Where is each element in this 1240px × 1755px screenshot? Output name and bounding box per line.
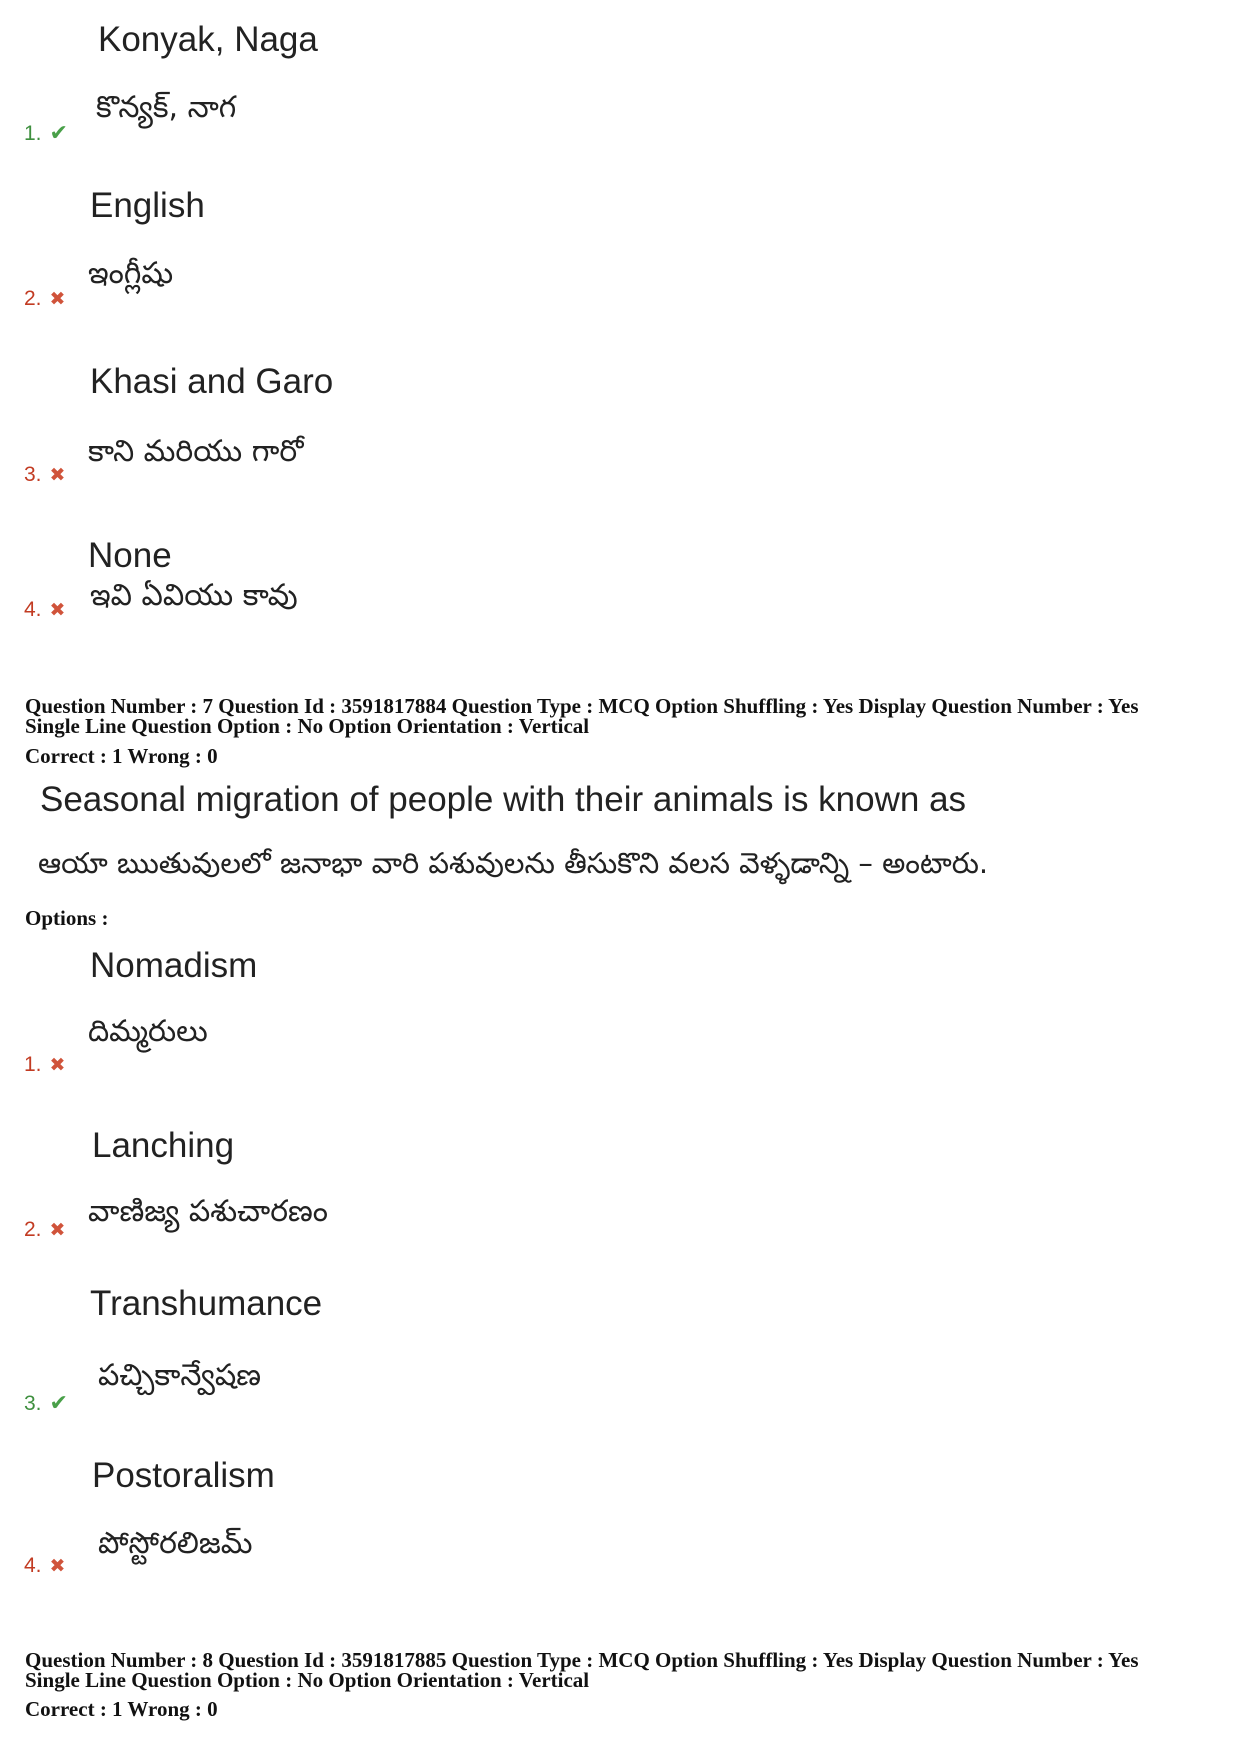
- option-number: 1. ✔: [24, 120, 68, 145]
- option-number: 1. ✖: [24, 1053, 66, 1076]
- option-number: 3. ✔: [24, 1390, 68, 1415]
- question-meta: Question Number : 8 Question Id : 3591817885 Question Type : MCQ Option Shuffling : Yes Display Question Number : Yes: [25, 1648, 1139, 1672]
- option-number: 2. ✖: [24, 1218, 66, 1241]
- question-text-en: Seasonal migration of people with their animals is known as: [40, 780, 967, 819]
- check-icon: ✔: [49, 1390, 68, 1415]
- option-en: Transhumance: [90, 1284, 323, 1323]
- cross-icon: ✖: [49, 1055, 66, 1076]
- option-en: English: [90, 186, 205, 225]
- options-label: Options :: [25, 906, 109, 930]
- option-te: దిమ్మరులు: [88, 1014, 208, 1049]
- option-te: వాణిజ్య పశుచారణం: [88, 1194, 328, 1229]
- option-te: కాని మరియు గారో: [88, 434, 304, 469]
- option-te: ఇవి ఏవియు కావు: [90, 578, 298, 613]
- option-en: Lanching: [92, 1126, 235, 1165]
- cross-icon: ✖: [49, 1220, 66, 1241]
- option-te: పోస్టోరలిజమ్: [98, 1526, 253, 1561]
- cross-icon: ✖: [49, 600, 66, 621]
- question-meta: Single Line Question Option : No Option Orientation : Vertical: [25, 714, 590, 738]
- option-en: Konyak, Naga: [98, 20, 318, 59]
- option-number: 4. ✖: [24, 1554, 66, 1577]
- option-te: పచ్చికాన్వేషణ: [98, 1358, 261, 1393]
- option-en: Nomadism: [90, 946, 258, 985]
- option-number: 3. ✖: [24, 463, 66, 486]
- option-en: None: [88, 536, 172, 575]
- question-marks: Correct : 1 Wrong : 0: [25, 1697, 218, 1721]
- cross-icon: ✖: [49, 465, 66, 486]
- option-te: కొన్యక్, నాగ: [96, 90, 237, 125]
- option-number: 4. ✖: [24, 598, 66, 621]
- question-marks: Correct : 1 Wrong : 0: [25, 744, 218, 768]
- question-text-te: ఆయా ఋతువులలో జనాభా వారి పశువులను తీసుకొని వలస వెళ్ళడాన్ని – అంటారు.: [38, 846, 989, 880]
- question-meta: Question Number : 7 Question Id : 3591817884 Question Type : MCQ Option Shuffling : Yes Display Question Number : Yes: [25, 694, 1139, 718]
- cross-icon: ✖: [49, 289, 66, 310]
- option-en: Postoralism: [92, 1456, 275, 1495]
- check-icon: ✔: [49, 120, 68, 145]
- question-meta: Single Line Question Option : No Option Orientation : Vertical: [25, 1668, 590, 1692]
- cross-icon: ✖: [49, 1556, 66, 1577]
- option-en: Khasi and Garo: [90, 362, 334, 401]
- option-number: 2. ✖: [24, 287, 66, 310]
- option-te: ఇంగ్లీషు: [88, 256, 174, 291]
